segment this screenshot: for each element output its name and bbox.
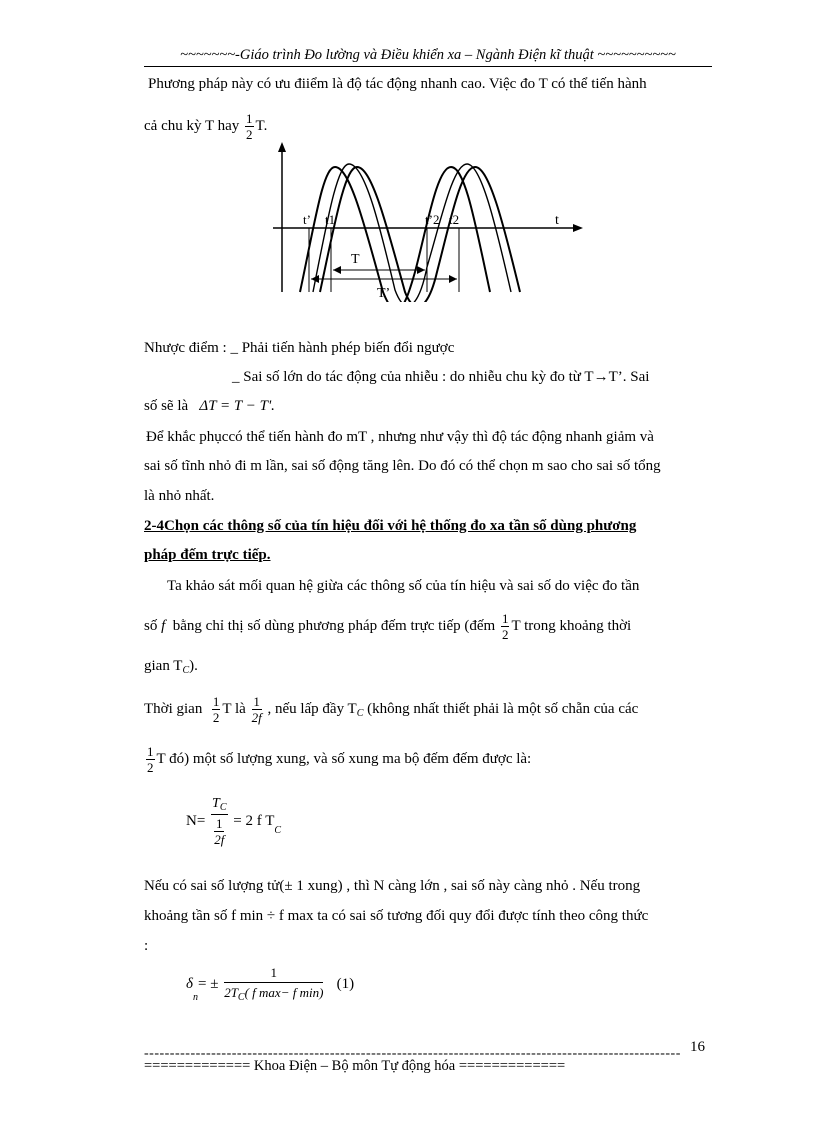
- fraction-half: $\frac{1}{2}$: [212, 694, 220, 725]
- p2-line: Thời gian $\frac{1}{2}$ T là $\frac{1}{2f}$ , nếu lấp đầy $T_C$ (không nhất thiết phải là một số chẵn của các: [144, 694, 639, 725]
- fraction-half: $\frac{1}{2}$: [147, 744, 154, 775]
- delta-T-formula: ΔT = T − T'.: [199, 398, 275, 414]
- header-rule: [144, 66, 712, 67]
- p1-line-1: Ta khảo sát mối quan hệ giừa các thông số của tín hiệu và sai số do việc đo tần: [167, 578, 640, 594]
- fraction-one-over-2f: $\frac{1}{2f}$: [251, 694, 262, 725]
- p3-line: $\frac{1}{2}$ T đó) một số lượng xung, và số xung ma bộ đếm đếm được là:: [147, 744, 532, 775]
- p4-line-1: Nếu có sai số lượng tử(± 1 xung) , thì N càng lớn , sai số này càng nhỏ . Nếu trong: [144, 878, 641, 894]
- section-title-line-2: pháp đếm trực tiếp.: [144, 547, 271, 563]
- formula-N: N= $\frac{T_C}{\frac{1}{2f}}$ = 2 f $T_C$: [186, 796, 282, 847]
- label-t-prime2: t’2: [425, 212, 440, 227]
- disadv-line-1: Nhược điểm : _ Phải tiến hành phép biến đổi ngược: [144, 340, 455, 356]
- running-header: ~~~~~~~-Giáo trình Đo lường và Điều khiển xa – Ngành Điện kĩ thuật ~~~~~~~~~~: [180, 47, 676, 63]
- t-axis-arrow: [573, 224, 583, 232]
- section-title-line-1: 2-4Chọn các thông số của tín hiệu đối với hệ thống đo xa tần số dùng phương: [144, 518, 637, 534]
- disadv-line-3: số sẽ là ΔT = T − T'.: [144, 398, 275, 414]
- label-t2: t2: [449, 212, 460, 227]
- intro-line-1: Phương pháp này có ưu điiểm là độ tác động nhanh cao. Việc đo T có thể tiến hành: [148, 76, 647, 92]
- p1-line-2: số f bằng chỉ thị số dùng phương pháp đếm trực tiếp (đếm $\frac{1}{2}$ T trong khoảng thời: [144, 611, 632, 642]
- y-axis-arrow: [278, 142, 286, 152]
- intro-line-2: cả chu kỳ T hay $\frac{1}{2}$ T.: [144, 111, 268, 142]
- fraction-half: $\frac{1}{2}$: [501, 611, 509, 642]
- p4-line-2: khoảng tần số f min ÷ f max ta có sai số tương đối quy đổi được tính theo công thức: [144, 908, 649, 924]
- remedy-line-1: Để khắc phụccó thể tiến hành đo mT , nhưng như vậy thì độ tác động nhanh giảm và: [146, 429, 654, 445]
- formula-delta: $\delta_n=$ ± $\frac{1}{2T_C( f \max- f \min)}$ (1): [186, 965, 355, 1003]
- fraction-half: $\frac{1}{2}$: [246, 111, 253, 142]
- label-t-prime: t’: [303, 212, 311, 227]
- disadv-line-2: _ Sai số lớn do tác động của nhiễu : do nhiễu chu kỳ đo từ T→T’. Sai: [232, 369, 650, 385]
- footer-text: ============= Khoa Điện – Bộ môn Tự động hóa =============: [144, 1058, 566, 1074]
- label-T-prime: T’: [377, 286, 391, 301]
- remedy-line-3: là nhỏ nhất.: [144, 488, 215, 504]
- sine-wave-2: [320, 167, 520, 302]
- footer-dashes: --------------------------------------------------------------------------------------------------------: [144, 1046, 681, 1061]
- waveform-figure: [265, 142, 595, 302]
- remedy-line-2: sai số tĩnh nhỏ đi m lần, sai số động tăng lên. Do đó có thể chọn m sao cho sai số tổng: [144, 458, 661, 474]
- page-number: 16: [690, 1039, 705, 1055]
- label-t1: t1: [325, 212, 336, 227]
- p1-line-3: gian $T_C$).: [144, 658, 198, 676]
- label-t-axis: t: [555, 213, 559, 228]
- p4-line-3: :: [144, 938, 149, 954]
- label-T: T: [351, 252, 360, 267]
- sine-wave-1: [300, 167, 490, 302]
